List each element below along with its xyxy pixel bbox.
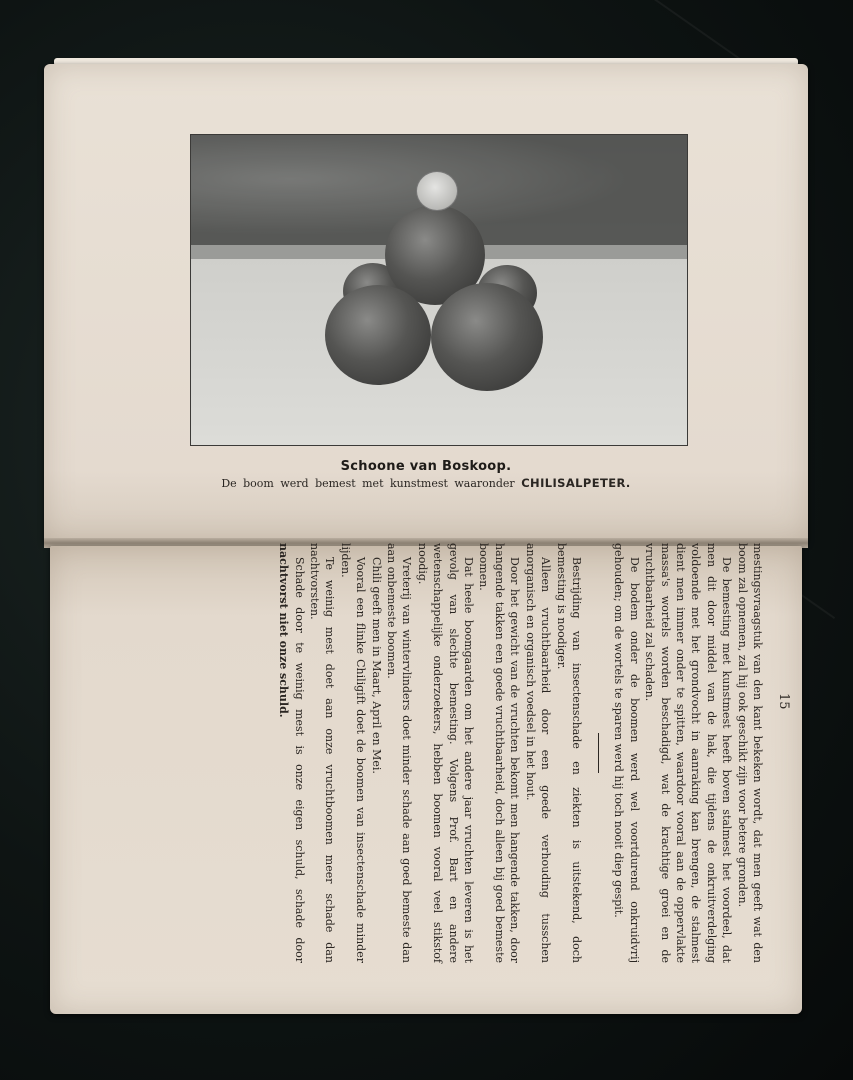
photo-page (44, 64, 808, 542)
paragraph: De bodem onder de boomen werd wel voortdurend onkruidvrij gehouden; om de wortels te sparen werd hij toch nooit diep gespit. (612, 543, 641, 963)
paragraph: mestingsvraagstuk van den kant bekeken wordt, dat men geeft wat den boom zal opnemen, zal hij ook geschikt zijn voor betere gronden. (735, 543, 764, 963)
paragraph: Te weinig mest doet aan onze vruchtboomen meer schade dan nachtvorsten. (308, 543, 337, 963)
paragraph-emphasis: nachtvorst niet onze schuld. (277, 543, 291, 718)
paragraph (276, 543, 307, 963)
photo-caption-line (44, 476, 808, 490)
paragraph: Bestrijding van insectenschade en ziekten is uitstekend, doch bemesting is noodiger. (554, 543, 583, 963)
coin (416, 171, 458, 211)
paragraph: Alleen vruchtbaarheid door een goede verhouding tusschen anorganisch en organisch voedsel in het hout. (523, 543, 553, 963)
caption-text: De boom werd bemest met kunstmest waaronder (221, 477, 515, 490)
photo-caption-title: Schoone van Boskoop. (340, 459, 512, 474)
apple-photograph (190, 134, 688, 446)
paragraph: De bemesting met kunstmest heeft boven stalmest het voordeel, dat men dit door middel van de hak, die tijdens de onkruitverdelging voldoende met het grondvocht in aanraking kan brengen, de stalmest dient men immer onder te spitten, waardoor vooral aan de oppervlakte massa's wortels worden beschadigd, wat de krachtige groei en de vruchtbaarheid zal schaden. (643, 543, 734, 963)
paragraph: Vreterij van wintervlinders doet minder schade aan goed bemeste dan aan onbemeste boomen. (385, 543, 414, 963)
paragraph: Vooral een flinke Chiligift doet de boomen van insectenschade minder lijden. (338, 543, 368, 963)
paragraph: Dat heele boomgaarden om het andere jaar vruchten leveren is het gevolg van slechte bemesting. Volgens Prof. Bart en andere wetenschappelijke onderzoekers, hebben boomen vooral veel stikstof noodig. (415, 543, 476, 963)
section-divider (598, 733, 599, 773)
paragraph-text: Schade door te weinig mest is onze eigen schuld, schade door (292, 557, 306, 963)
caption-emphasis: CHILISALPETER. (521, 476, 631, 490)
paragraph: Door het gewicht van de vruchten bekomt men hangende takken, door hangende takken een goede vruchtbaarheid, doch alleen bij goed bemeste boomen. (477, 543, 522, 963)
rotated-text-block (85, 543, 791, 963)
paragraph: Chili geeft men in Maart, April en Mei. (369, 557, 383, 774)
page-number: 15 (776, 693, 791, 710)
